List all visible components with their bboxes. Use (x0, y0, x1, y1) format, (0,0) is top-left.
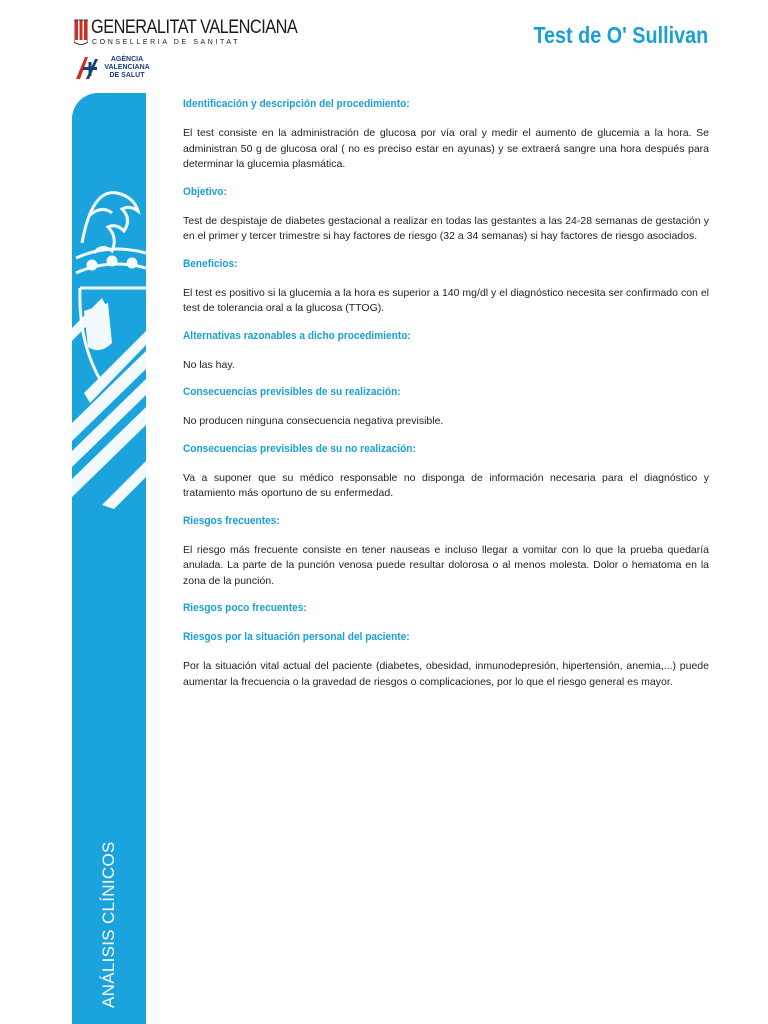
section-heading: Consecuencias previsibles de su no realización: (183, 442, 416, 455)
agency-name: AGÈNCIA VALENCIANA DE SALUT (104, 56, 150, 79)
generalitat-logo (74, 17, 298, 48)
department-label: ANÁLISIS CLÍNICOS (99, 841, 118, 1008)
section-body: Test de despistaje de diabetes gestacional a realizar en todas las gestantes a las 24-28 semanas de gestación y en el primer y tercer trimestre si hay factores de riesgo (32 a 34 semanas) si hay factores de riesgo asociados. (183, 214, 709, 242)
section-body: No producen ninguna consecuencia negativa previsible. (183, 415, 444, 427)
section-heading: Riesgos frecuentes: (183, 514, 280, 527)
section-alternatives (183, 329, 709, 374)
section-heading: Identificación y descripción del procedimiento: (183, 98, 410, 110)
section-body: El test es positivo si la glucemia a la hora es superior a 140 mg/dl y el diagnóstico necesita ser confirmado con el test de tolerancia oral a la glucosa (TTOG). (183, 286, 709, 314)
section-objective (183, 185, 709, 245)
section-non-realization (183, 442, 709, 502)
section-body: No las hay. (183, 358, 235, 371)
page-title: Test de O' Sullivan (533, 22, 708, 48)
org-subtitle: CONSELLERIA DE SANITAT (92, 39, 240, 46)
section-body: Va a suponer que su médico responsable no disponga de información necesaria para el diagnóstico y tratamiento más oportuno de su enfermedad. (183, 471, 709, 499)
section-infrequent-risks (183, 601, 709, 615)
section-heading: Alternativas razonables a dicho procedimiento: (183, 329, 411, 342)
section-body: Por la situación vital actual del paciente (diabetes, obesidad, inmunodepresión, hipertensión, anemia,...) puede aumentar la frecuencia o la gravedad de riesgos o complicaciones, por lo que el riesgo general es mayor. (183, 660, 709, 688)
section-identification (183, 97, 709, 173)
org-name: GENERALITAT VALENCIANA (91, 17, 298, 38)
section-frequent-risks (183, 514, 709, 590)
agency-mark-icon (74, 55, 100, 81)
generalitat-emblem-icon (74, 18, 88, 46)
section-heading: Riesgos por la situación personal del paciente: (183, 631, 410, 643)
section-personal-risks (183, 630, 709, 690)
section-body: El test consiste en la administración de glucosa por vía oral y medir el aumento de glucemia a la hora. Se administran 50 g de glucosa oral ( no es preciso estar en ayunas) y se extraerá sangre una hora después para determinar la glucemia plasmática. (183, 127, 709, 170)
section-heading: Consecuencias previsibles de su realización: (183, 386, 401, 398)
section-heading: Objetivo: (183, 185, 227, 198)
section-consequences (183, 385, 709, 430)
section-benefits (183, 257, 709, 317)
agency-logo (74, 55, 184, 83)
section-heading: Riesgos poco frecuentes: (183, 602, 307, 614)
section-body: El riesgo más frecuente consiste en tener nauseas e incluso llegar a vomitar con lo que la prueba quedaría anulada. La parte de la punción venosa puede resultar dolorosa o al menos molesta. Dolor o hematoma en la zona de la punción. (183, 543, 709, 587)
procedure-content (183, 97, 709, 702)
section-heading: Beneficios: (183, 257, 238, 270)
